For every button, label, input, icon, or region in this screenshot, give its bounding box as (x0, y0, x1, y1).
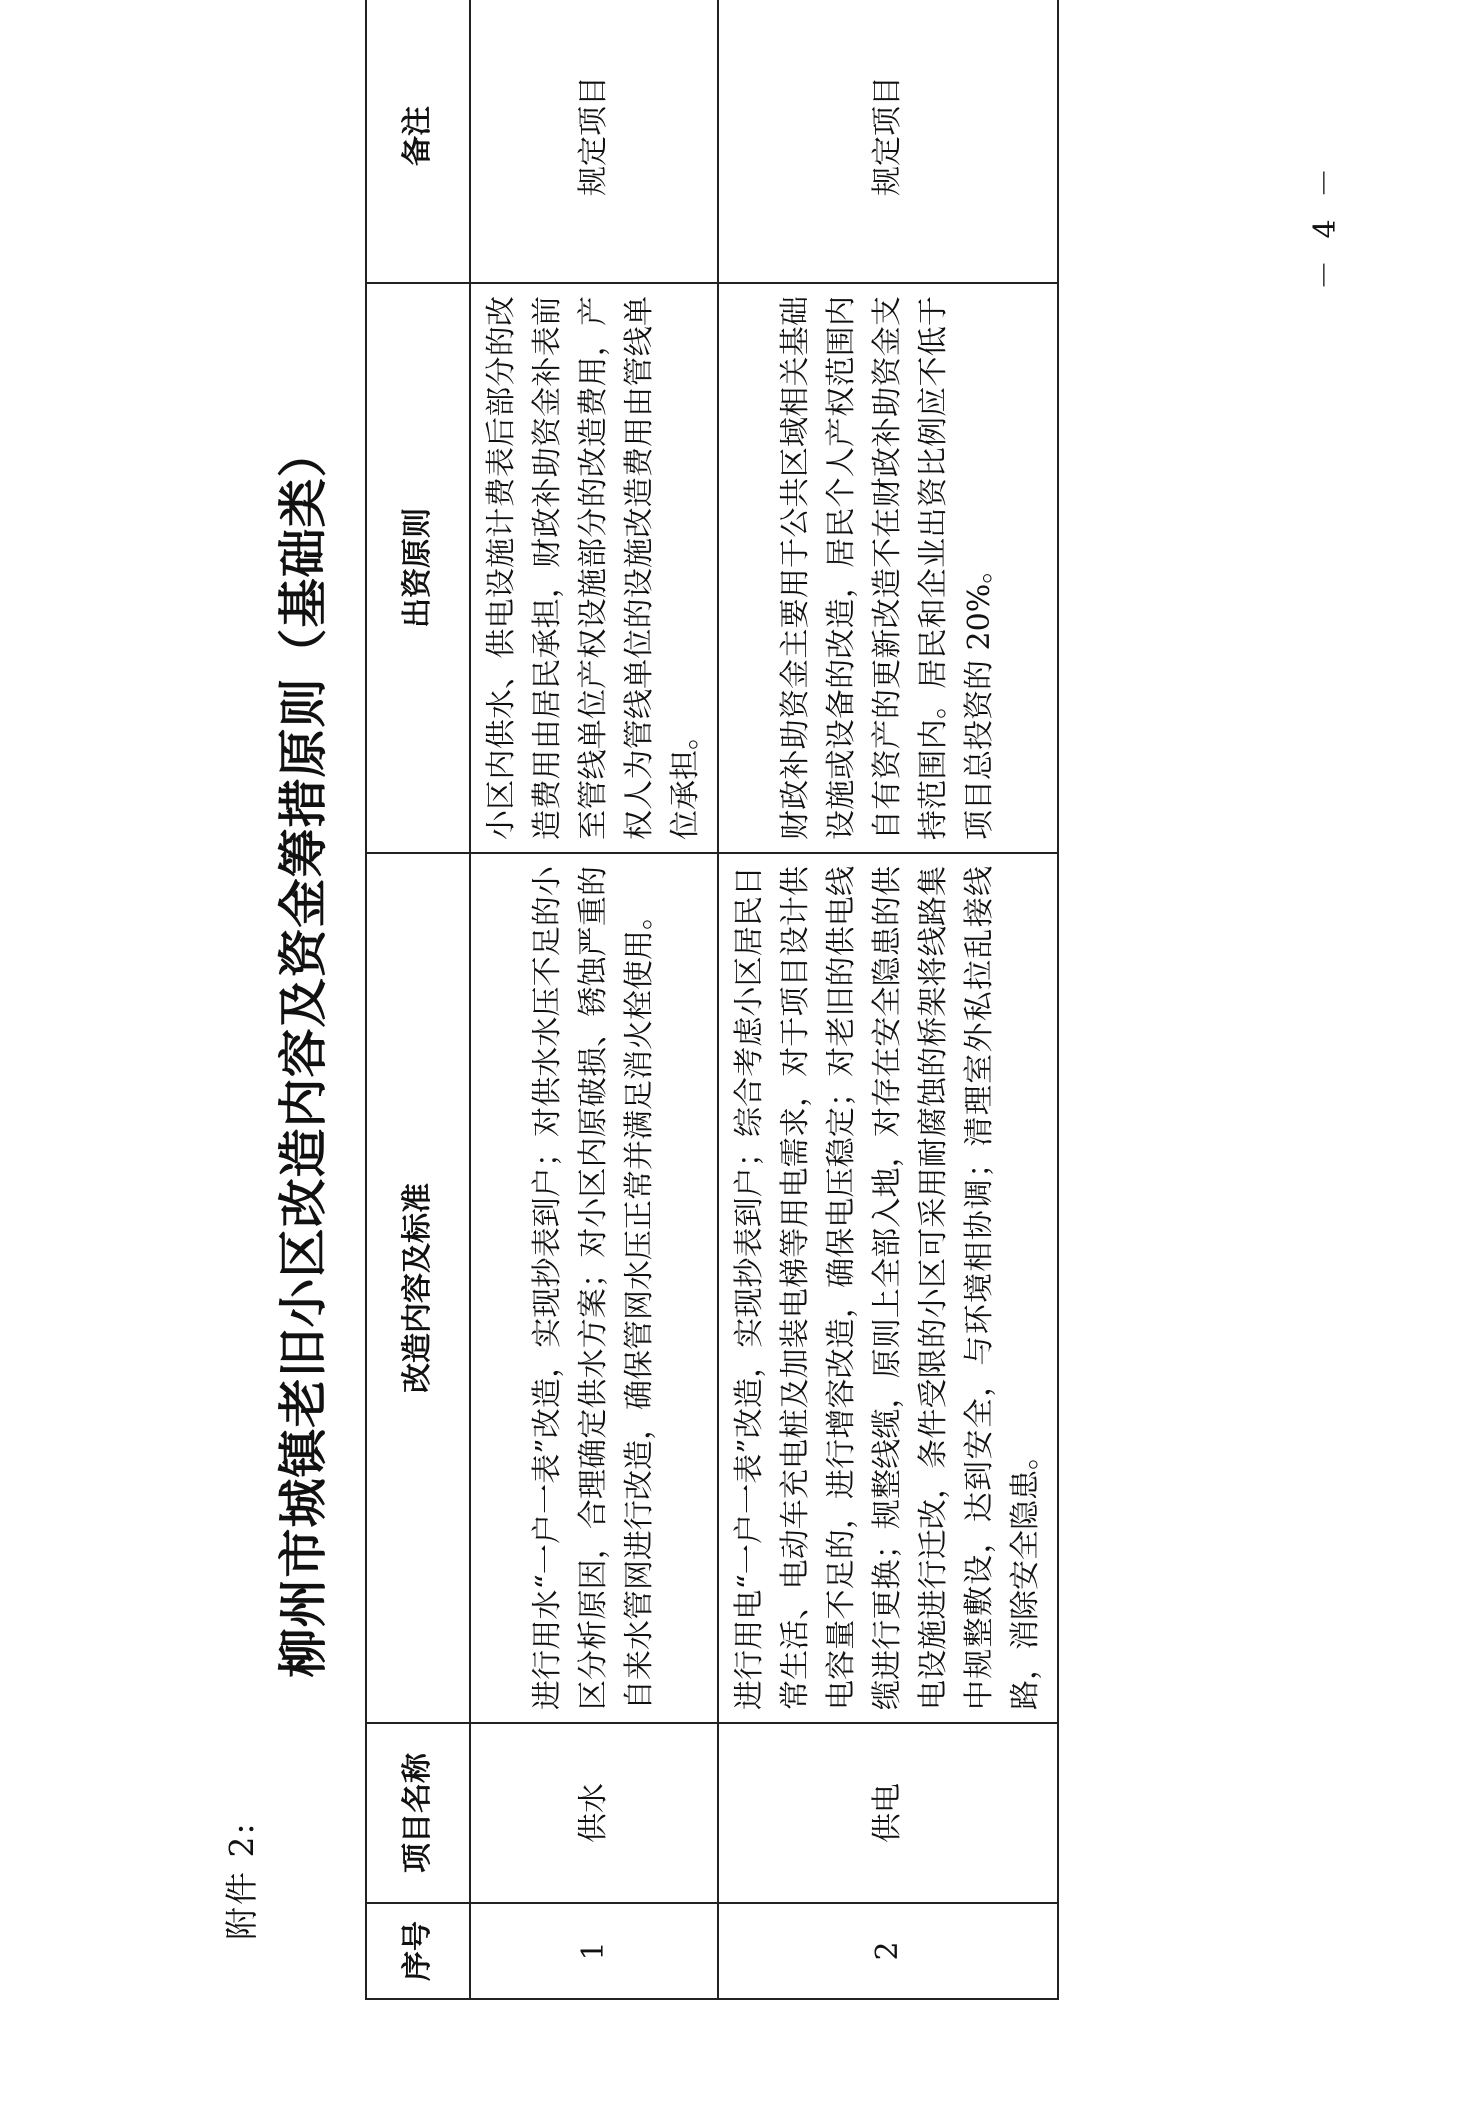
header-note: 备注 (366, 0, 470, 283)
table-row (718, 0, 1058, 1999)
document-title: 柳州市城镇老旧小区改造内容及资金筹措原则（基础类） (275, 427, 332, 1678)
row-no: 1 (470, 1903, 718, 1999)
row-funding: 财政补助资金主要用于公共区域相关基础设施或设备的改造，居民个人产权范围内自有资产的更新改造不在财政补助资金支持范围内。居民和企业出资比例应不低于项目总投资的 20%。 (718, 283, 1058, 853)
row-standard: 进行用水“一户一表”改造，实现抄表到户；对供水水压不足的小区分析原因，合理确定供水方案；对小区内原破损、锈蚀严重的自来水管网进行改造，确保管网水压正常并满足消火栓使用。 (470, 853, 718, 1723)
page-number: － 4 － (1308, 161, 1343, 290)
row-note: 规定项目 (718, 0, 1058, 283)
row-name: 供电 (718, 1723, 1058, 1903)
header-no: 序号 (366, 1903, 470, 1999)
attachment-label: 附件 2: (222, 1821, 261, 1940)
header-standard: 改造内容及标准 (366, 853, 470, 1723)
row-standard: 进行用电“一户一表”改造，实现抄表到户；综合考虑小区居民日常生活、电动车充电桩及加装电梯等用电需求，对于项目设计供电容量不足的，进行增容改造，确保电压稳定；对老旧的供电线缆进行更换；规整线缆，原则上全部入地，对存在安全隐患的供电设施进行迁改，条件受限的小区可采用耐腐蚀的桥架将线路集中规整敷设，达到安全，与环境相协调；清理室外私拉乱接线路，消除安全隐患。 (718, 853, 1058, 1723)
row-no: 2 (718, 1903, 1058, 1999)
row-name: 供水 (470, 1723, 718, 1903)
table-header-row (366, 0, 470, 1999)
row-note: 规定项目 (470, 0, 718, 283)
row-funding: 小区内供水、供电设施计费表后部分的改造费用由居民承担，财政补助资金补表前至管线单位产权设施部分的改造费用，产权人为管线单位的设施改造费用由管线单位承担。 (470, 283, 718, 853)
table-row (470, 0, 718, 1999)
funding-table (365, 0, 1059, 2000)
header-name: 项目名称 (366, 1723, 470, 1903)
header-funding: 出资原则 (366, 283, 470, 853)
